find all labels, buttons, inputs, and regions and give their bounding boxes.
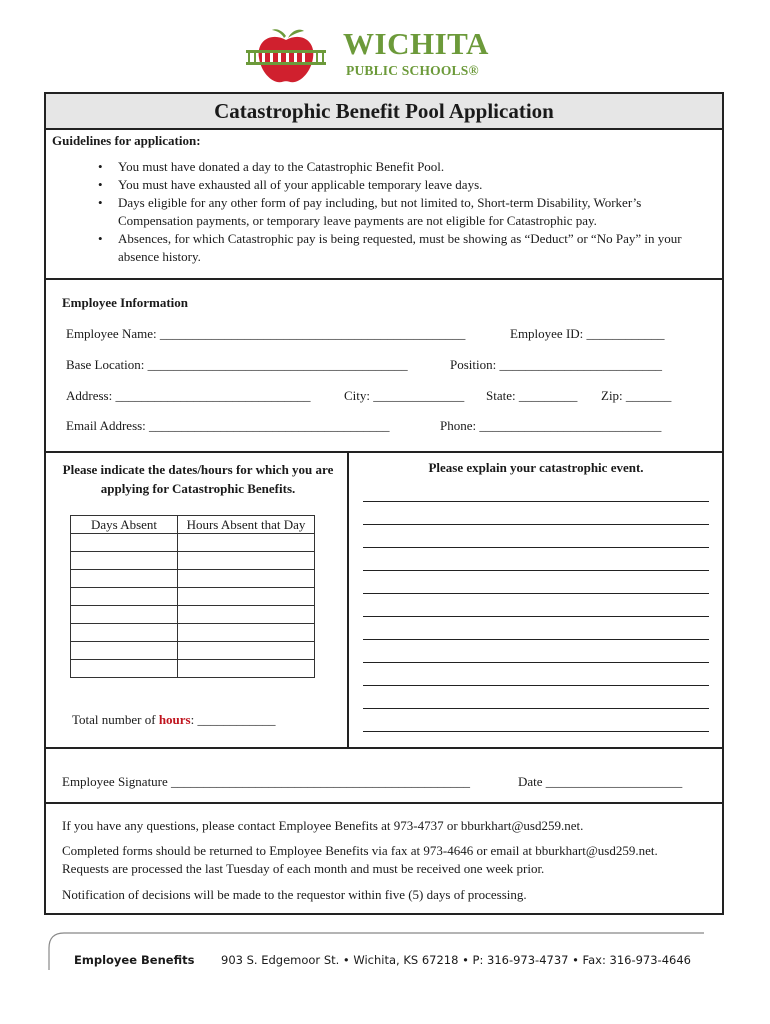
footer-department: Employee Benefits	[74, 953, 195, 967]
days-absent-cell[interactable]	[71, 642, 178, 660]
hours-absent-cell[interactable]	[178, 624, 315, 642]
email-field[interactable]: Email Address: _____________________________________	[66, 418, 390, 433]
days-absent-cell[interactable]	[71, 588, 178, 606]
days-absent-cell[interactable]	[71, 624, 178, 642]
table-row	[71, 606, 315, 624]
divider	[46, 747, 722, 749]
address-field[interactable]: Address: ______________________________	[66, 388, 311, 403]
table-row	[71, 570, 315, 588]
table-row	[71, 588, 315, 606]
event-line[interactable]	[363, 616, 709, 617]
event-heading: Please explain your catastrophic event.	[428, 460, 644, 475]
table-row	[71, 660, 315, 678]
days-absent-cell[interactable]	[71, 606, 178, 624]
hours-absent-cell[interactable]	[178, 570, 315, 588]
table-row	[71, 642, 315, 660]
hours-absent-cell[interactable]	[178, 642, 315, 660]
logo-subtitle: PUBLIC SCHOOLS®	[346, 63, 479, 78]
days-absent-cell[interactable]	[71, 660, 178, 678]
zip-field[interactable]: Zip: _______	[601, 388, 672, 403]
contact-note: If you have any questions, please contact Employee Benefits at 973-4737 or bburkhart@usd259.net.	[62, 818, 584, 833]
dates-heading: Please indicate the dates/hours for which you are applying for Catastrophic Benefits.	[62, 462, 334, 496]
hours-absent-cell[interactable]	[178, 534, 315, 552]
wichita-public-schools-logo	[242, 28, 504, 88]
notification-note: Notification of decisions will be made to the requestor within five (5) days of processing.	[62, 887, 527, 902]
total-label: Total number of	[72, 712, 159, 727]
processing-note: Requests are processed the last Tuesday of each month and must be received one week prior.	[62, 861, 545, 876]
application-form	[44, 92, 724, 915]
signature-field[interactable]: Employee Signature ______________________________________________	[62, 774, 471, 789]
event-line[interactable]	[363, 639, 709, 640]
base-location-field[interactable]: Base Location: ________________________________________	[66, 357, 408, 372]
position-field[interactable]: Position: _________________________	[450, 357, 662, 372]
event-line[interactable]	[363, 570, 709, 571]
total-hours-field[interactable]	[72, 712, 276, 728]
guidelines-heading: Guidelines for application:	[52, 133, 201, 148]
event-line[interactable]	[363, 524, 709, 525]
guideline-item: • You must have exhausted all of your applicable temporary leave days.	[98, 176, 698, 194]
event-line[interactable]	[363, 708, 709, 709]
hours-absent-cell[interactable]	[178, 588, 315, 606]
event-line[interactable]	[363, 685, 709, 686]
employee-name-field[interactable]: Employee Name: _______________________________________________	[66, 326, 466, 341]
return-note: Completed forms should be returned to Employee Benefits via fax at 973-4646 or email at bburkhart@usd259.net.	[62, 843, 658, 858]
table-row	[71, 624, 315, 642]
hours-absent-cell[interactable]	[178, 606, 315, 624]
hours-absent-cell[interactable]	[178, 660, 315, 678]
guideline-item: • You must have donated a day to the Catastrophic Benefit Pool.	[98, 158, 698, 176]
form-title: Catastrophic Benefit Pool Application	[46, 94, 722, 130]
divider	[46, 802, 722, 804]
days-absent-cell[interactable]	[71, 534, 178, 552]
total-blank: : ____________	[190, 712, 276, 727]
guideline-item: • Days eligible for any other form of pay including, but not limited to, Short-term Disability, Worker’s Compensation payments, or temporary leave payments are not eligible for Catastrophic pay.	[98, 194, 698, 230]
guideline-item: • Absences, for which Catastrophic pay is being requested, must be showing as “Deduct” or “No Pay” in your absence history.	[98, 230, 698, 266]
logo-wordmark: WICHITA	[343, 26, 489, 61]
date-field[interactable]: Date _____________________	[518, 774, 683, 789]
event-line[interactable]	[363, 593, 709, 594]
employee-id-field[interactable]: Employee ID: ____________	[510, 326, 665, 341]
hours-emphasis: hours	[158, 712, 191, 727]
employee-info-heading: Employee Information	[62, 295, 189, 310]
city-field[interactable]: City: ______________	[344, 388, 465, 403]
divider	[46, 451, 722, 453]
hours-absent-header: Hours Absent that Day	[178, 516, 315, 534]
table-row	[71, 534, 315, 552]
apple-logo-icon	[242, 28, 330, 86]
days-absent-cell[interactable]	[71, 552, 178, 570]
days-absent-cell[interactable]	[71, 570, 178, 588]
state-field[interactable]: State: _________	[486, 388, 578, 403]
event-line[interactable]	[363, 501, 709, 502]
event-line[interactable]	[363, 547, 709, 548]
hours-absent-cell[interactable]	[178, 552, 315, 570]
event-line[interactable]	[363, 731, 709, 732]
event-line[interactable]	[363, 662, 709, 663]
guidelines-list	[98, 158, 698, 266]
table-row	[71, 552, 315, 570]
footer-address: 903 S. Edgemoor St. • Wichita, KS 67218 • P: 316-973-4737 • Fax: 316-973-4646	[221, 953, 691, 967]
table-header-row	[71, 516, 315, 534]
days-absent-header: Days Absent	[71, 516, 178, 534]
days-absent-table	[70, 515, 315, 678]
divider	[46, 278, 722, 280]
phone-field[interactable]: Phone: ____________________________	[440, 418, 662, 433]
section-divider	[347, 451, 349, 747]
